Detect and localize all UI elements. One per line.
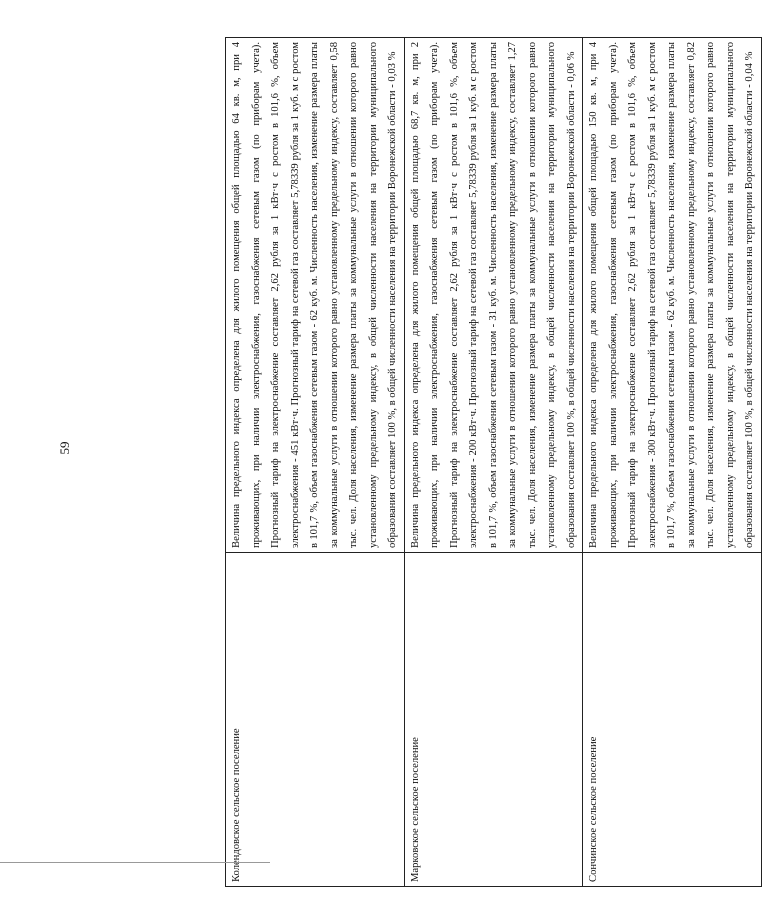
footer-divider xyxy=(0,862,270,863)
index-description-cell: Величина предельного индекса определена для жилого помещения общей площадью 150 кв. м, при 4 проживающих, при наличии электроснабжения, газоснабжения сетевым газом (по приборам учета). Прогнозный тариф на электроснабжение составляет 2,62 рубля за 1 кВт·ч с ростом в 101,6 %, объем электроснабжения - 300 кВт·ч. Прогнозный тариф на сетевой газ составляет 5,78339 рубля за 1 куб. м с ростом в 101,7 %, объем газоснабжения сетевым газом - 62 куб. м. Численность населения, изменение размера платы за коммунальные услуги в отношении которого равно установленному предельному индексу, составляет 0,82 тыс. чел. Доля населения, изменение размера платы за коммунальные услуги в отношении которого равно установленному предельному индексу, в общей численности населения на территории муниципального образования составляет 100 %, в общей численности населения на территории Воронежской области - 0,04 % xyxy=(583,38,762,553)
index-description-cell: Величина предельного индекса определена для жилого помещения общей площадью 68,7 кв. м, при 2 проживающих, при наличии электроснабжения, газоснабжения сетевым газом (по приборам учета). Прогнозный тариф на электроснабжение составляет 2,62 рубля за 1 кВт·ч с ростом в 101,6 %, объем электроснабжения - 200 кВт·ч. Прогнозный тариф на сетевой газ составляет 5,78339 рубля за 1 куб. м с ростом в 101,7 %, объем газоснабжения сетевым газом - 31 куб. м. Численность населения, изменение размера платы за коммунальные услуги в отношении которого равно установленному предельному индексу, составляет 1,27 тыс. чел. Доля населения, изменение размера платы за коммунальные услуги в отношении которого равно установленному предельному индексу, в общей численности населения на территории муниципального образования составляет 100 %, в общей численности населения на территории Воронежской области - 0,06 % xyxy=(404,38,583,553)
table-row xyxy=(226,38,405,887)
settlement-name-cell: Колендовское сельское поселение xyxy=(226,553,405,887)
page-number: 59 xyxy=(57,441,72,455)
table-row xyxy=(404,38,583,887)
settlement-index-table xyxy=(225,37,762,887)
table-row xyxy=(583,38,762,887)
settlement-name-cell: Марковское сельское поселение xyxy=(404,553,583,887)
rotated-table-container xyxy=(225,37,755,887)
settlement-name-cell: Сончинское сельское поселение xyxy=(583,553,762,887)
index-description-cell: Величина предельного индекса определена для жилого помещения общей площадью 64 кв. м, при 4 проживающих, при наличии электроснабжения, газоснабжения сетевым газом (по приборам учета). Прогнозный тариф на электроснабжение составляет 2,62 рубля за 1 кВт·ч с ростом в 101,6 %, объем электроснабжения - 451 кВт·ч. Прогнозный тариф на сетевой газ составляет 5,78339 рубля за 1 куб. м с ростом в 101,7 %, объем газоснабжения сетевым газом - 62 куб. м. Численность населения, изменение размера платы за коммунальные услуги в отношении которого равно установленному предельному индексу, составляет 0,58 тыс. чел. Доля населения, изменение размера платы за коммунальные услуги в отношении которого равно установленному предельному индексу, в общей численности населения на территории муниципального образования составляет 100 %, в общей численности населения на территории Воронежской области - 0,03 % xyxy=(226,38,405,553)
